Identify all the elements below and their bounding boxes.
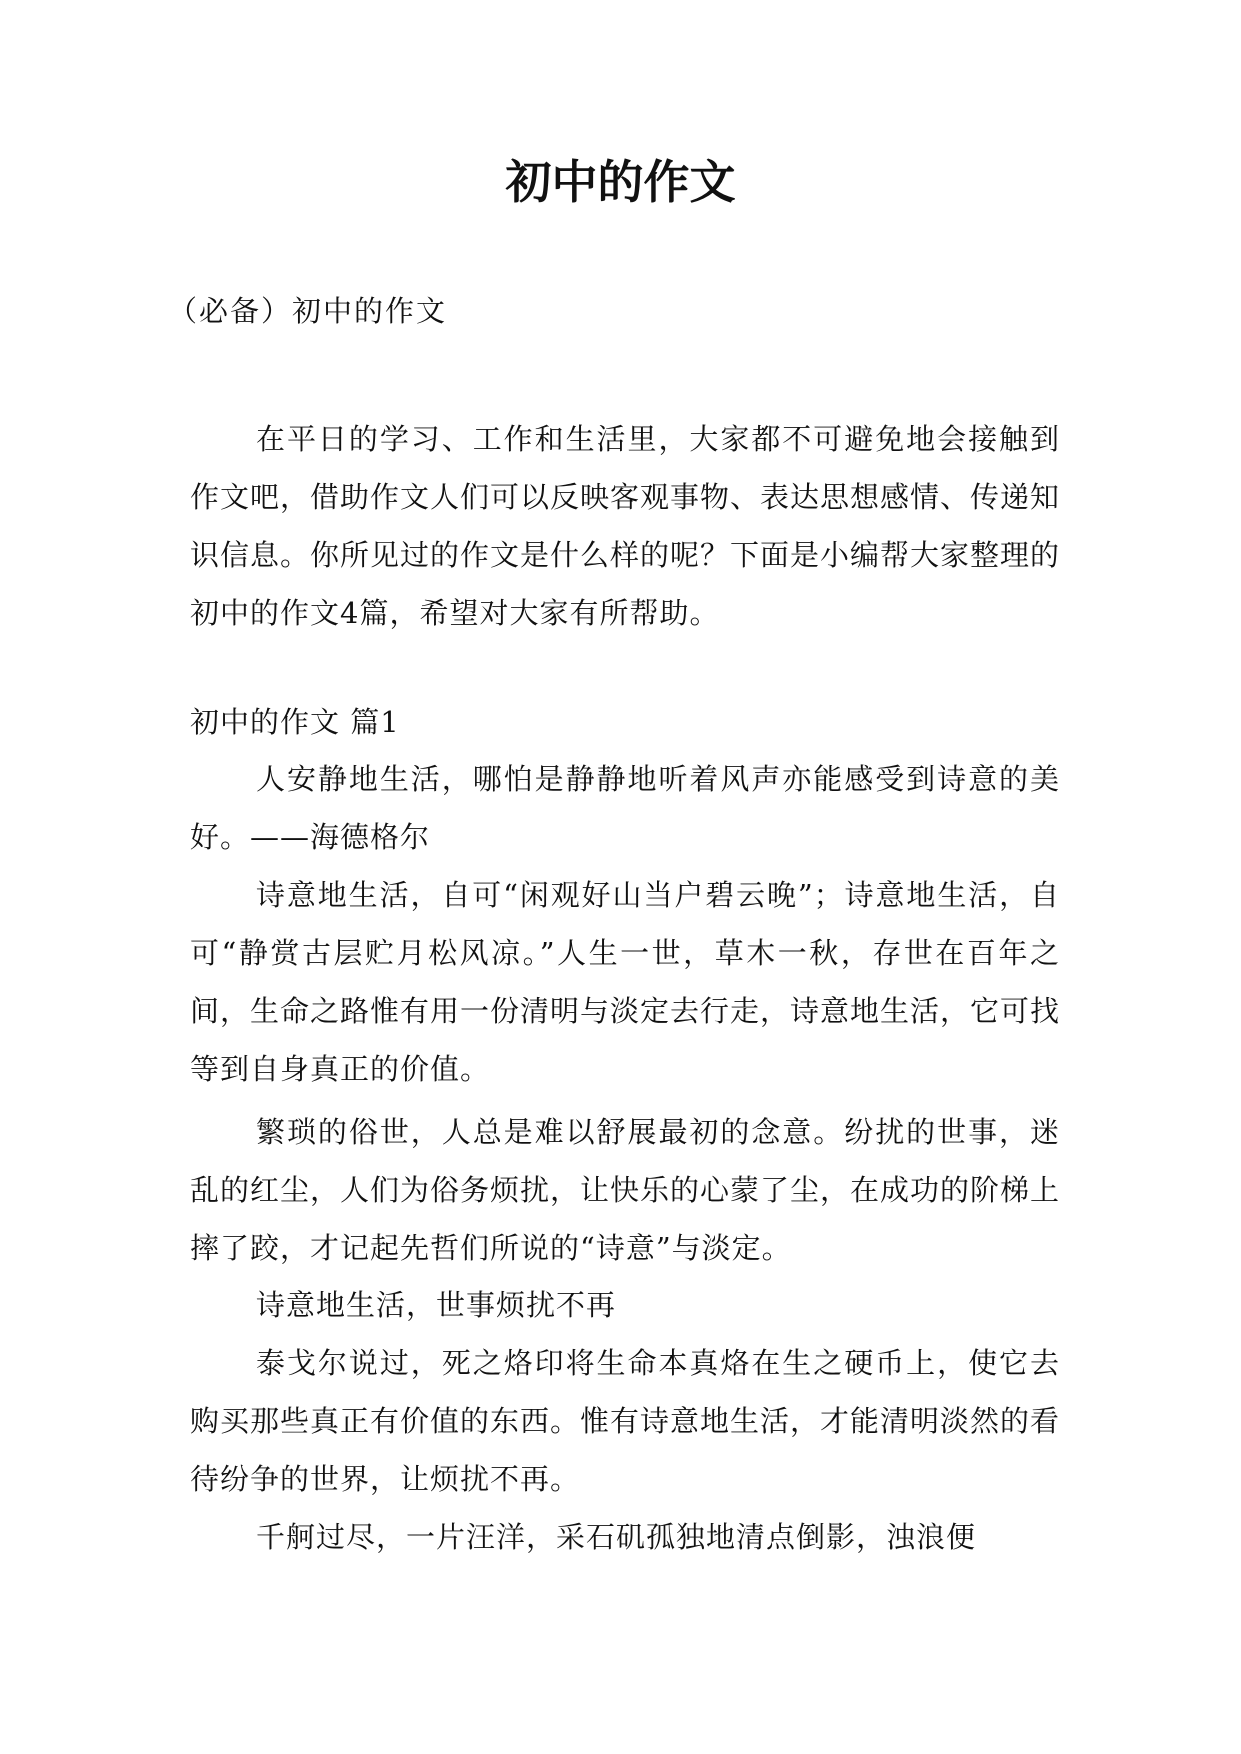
paragraph-2: 诗意地生活，自可“闲观好山当户碧云晚”；诗意地生活，自可“静赏古层贮月松风凉。”人生一世，草木一秋，存世在百年之间，生命之路惟有用一份清明与淡定去行走，诗意地生活，它可找等到自身真正的价值。 (190, 878, 1061, 1086)
paragraph-6: 千舸过尽，一片汪洋，采石矶孤独地清点倒影，浊浪便 (256, 1520, 977, 1554)
paragraph-1: 人安静地生活，哪怕是静静地听着风声亦能感受到诗意的美好。——海德格尔 (190, 762, 1060, 854)
document-title: 初中的作文 (505, 155, 736, 209)
paragraph-3: 繁琐的俗世，人总是难以舒展最初的念意。纷扰的世事，迷乱的红尘，人们为俗务烦扰，让快乐的心蒙了尘，在成功的阶梯上摔了跤，才记起先哲们所说的“诗意”与淡定。 (190, 1115, 1061, 1265)
section-heading: 初中的作文 篇1 (190, 705, 400, 739)
paragraph-4: 诗意地生活，世事烦扰不再 (256, 1288, 617, 1322)
paragraph-5: 泰戈尔说过，死之烙印将生命本真烙在生之硬币上，使它去购买那些真正有价值的东西。惟有诗意地生活，才能清明淡然的看待纷争的世界，让烦扰不再。 (190, 1346, 1061, 1496)
intro-paragraph: 在平日的学习、工作和生活里，大家都不可避免地会接触到作文吧，借助作文人们可以反映客观事物、表达思想感情、传递知识信息。你所见过的作文是什么样的呢？下面是小编帮大家整理的初中的作文4篇，希望对大家有所帮助。 (190, 422, 1061, 630)
document-subtitle: （必备）初中的作文 (168, 294, 448, 328)
